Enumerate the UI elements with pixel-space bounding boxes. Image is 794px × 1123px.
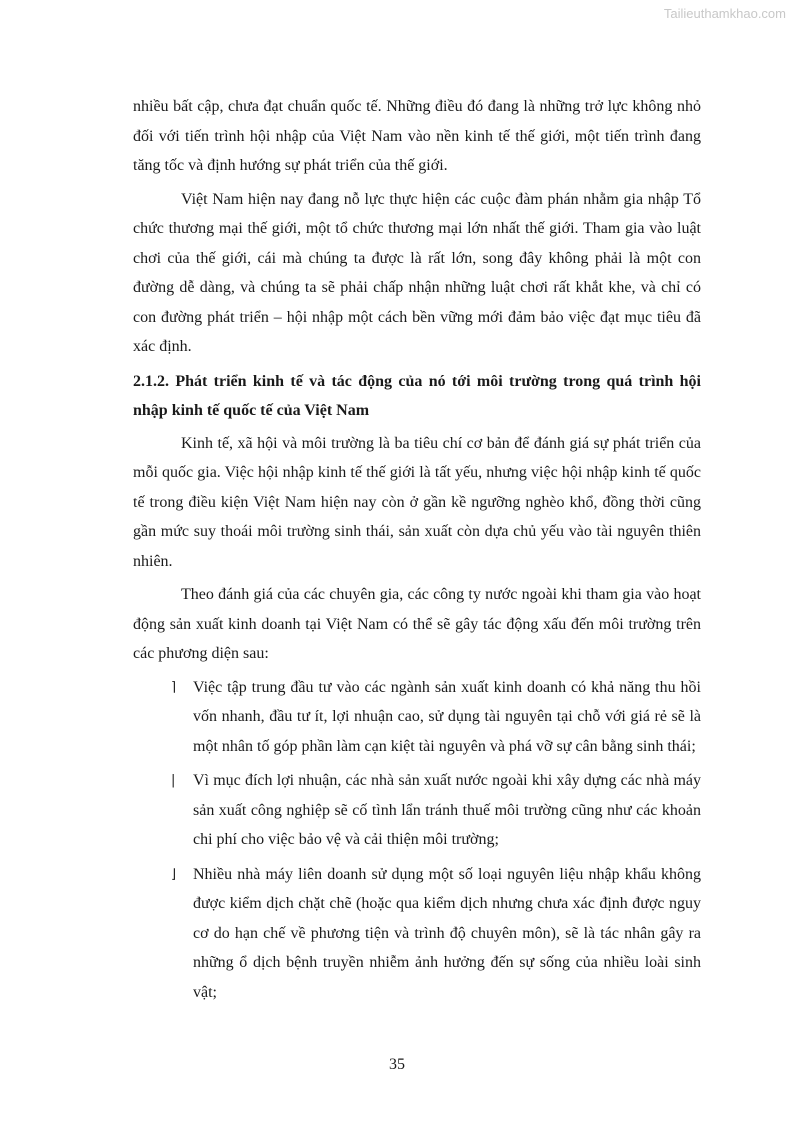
list-item [133,860,701,1008]
paragraph-economy-society-environment: Kinh tế, xã hội và môi trường là ba tiêu chí cơ bản để đánh giá sự phát triển của mỗi quốc gia. Việc hội nhập kinh tế thế giới là tất yếu, nhưng việc hội nhập kinh tế quốc tế trong điều kiện Việt Nam hiện nay còn ở gần kề ngưỡng nghèo khổ, đồng thời cũng gần mức suy thoái môi trường sinh thái, sản xuất còn dựa chủ yếu vào tài nguyên thiên nhiên. [133,434,701,570]
watermark: Tailieuthamkhao.com [663,6,786,21]
bullet-marker-icon: ⌉ [171,679,177,695]
bullet-text: Việc tập trung đầu tư vào các ngành sản xuất kinh doanh có khả năng thu hồi vốn nhanh, đầu tư ít, lợi nhuận cao, sử dụng tài nguyên tại chỗ với giá rẻ sẽ là một nhân tố góp phần làm cạn kiệt tài nguyên và phá vỡ sự cân bằng sinh thái; [193,678,701,755]
paragraph-continuation: nhiều bất cập, chưa đạt chuẩn quốc tế. Những điều đó đang là những trở lực không nhỏ đối với tiến trình hội nhập của Việt Nam vào nền kinh tế thế giới, một tiến trình đang tăng tốc và định hướng sự phát triển của thế giới. [133,98,701,174]
paragraph-wto-negotiation: Việt Nam hiện nay đang nỗ lực thực hiện các cuộc đàm phán nhằm gia nhập Tổ chức thương mại thế giới, một tổ chức thương mại lớn nhất thế giới. Tham gia vào luật chơi của thế giới, cái mà chúng ta được là rất lớn, song đây không phải là một con đường dễ dàng, và chúng ta sẽ phải chấp nhận những luật chơi rất khắt khe, và chỉ có con đường phát triển – hội nhập một cách bền vững mới đảm bảo việc đạt mục tiêu đã xác định. [133,190,701,355]
page-number: 35 [389,1056,405,1073]
page-body [133,92,701,1007]
bullet-text: Nhiều nhà máy liên doanh sử dụng một số loại nguyên liệu nhập khẩu không được kiểm dịch chặt chẽ (hoặc qua kiểm dịch nhưng chưa xác định được nguy cơ do hạn chế về phương tiện và trình độ chuyên môn), sẽ là tác nhân gây ra những ổ dịch bệnh truyền nhiễm ảnh hưởng đến sự sống của nhiều loài sinh vật; [193,865,701,1001]
bullet-text: Vì mục đích lợi nhuận, các nhà sản xuất nước ngoài khi xây dựng các nhà máy sản xuất công nghiệp sẽ cố tình lẩn tránh thuế môi trường cũng như các khoản chi phí cho việc bảo vệ và cải thiện môi trường; [193,772,701,848]
list-item [133,673,701,762]
bullet-marker-icon: | [171,773,176,788]
section-heading: 2.1.2. Phát triển kinh tế và tác động của nó tới môi trường trong quá trình hội nhập kinh tế quốc tế của Việt Nam [133,372,701,419]
paragraph-expert-assessment: Theo đánh giá của các chuyên gia, các công ty nước ngoài khi tham gia vào hoạt động sản xuất kinh doanh tại Việt Nam có thể sẽ gây tác động xấu đến môi trường trên các phương diện sau: [133,586,701,662]
bullet-marker-icon: ⌋ [171,866,177,882]
list-item [133,766,701,855]
